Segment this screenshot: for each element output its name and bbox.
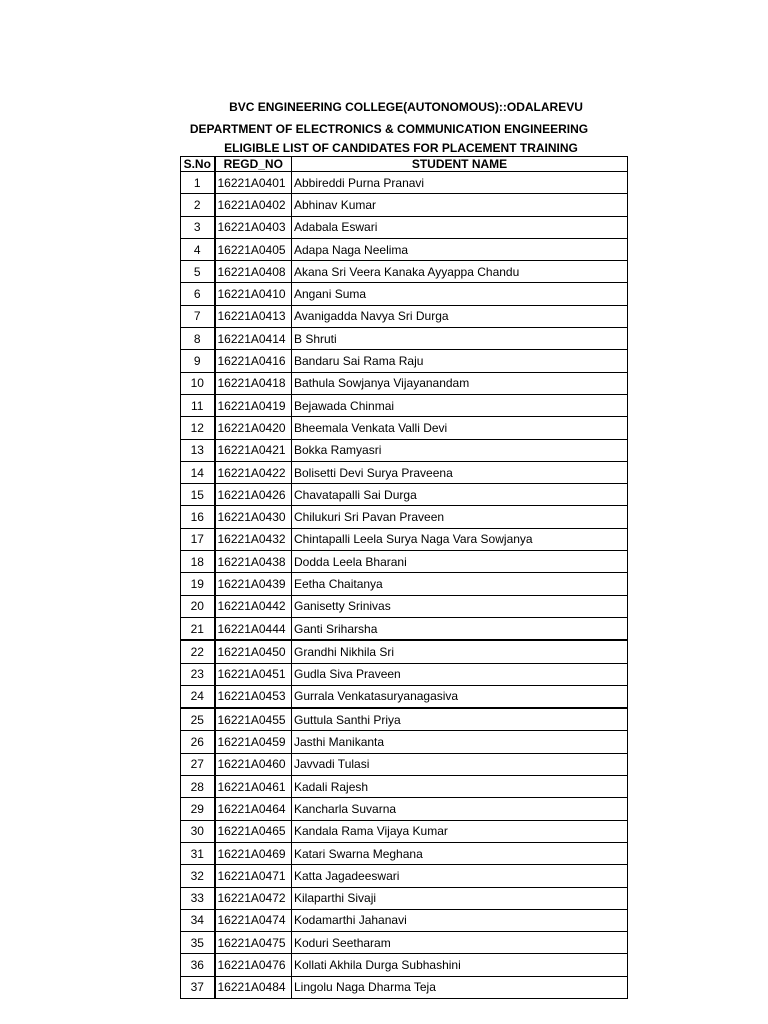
table-row xyxy=(181,484,628,506)
cell-sno: 15 xyxy=(181,484,215,506)
cell-sno: 31 xyxy=(181,842,215,864)
cell-student-name: Bheemala Venkata Valli Devi xyxy=(292,417,628,439)
cell-student-name: Akana Sri Veera Kanaka Ayyappa Chandu xyxy=(292,261,628,283)
table-row xyxy=(181,731,628,753)
table-row xyxy=(181,528,628,550)
table-row xyxy=(181,172,628,194)
table-row xyxy=(181,238,628,260)
table-row xyxy=(181,820,628,842)
column-header-regd-no: REGD_NO xyxy=(215,157,292,172)
cell-sno: 37 xyxy=(181,976,215,998)
cell-regd-no: 16221A0455 xyxy=(215,708,292,731)
cell-regd-no: 16221A0451 xyxy=(215,663,292,685)
cell-student-name: Javvadi Tulasi xyxy=(292,753,628,775)
cell-sno: 4 xyxy=(181,238,215,260)
cell-student-name: Bejawada Chinmai xyxy=(292,394,628,416)
college-name-heading: BVC ENGINEERING COLLEGE(AUTONOMOUS)::ODALAREVU xyxy=(229,100,583,114)
table-row xyxy=(181,506,628,528)
column-header-student-name: STUDENT NAME xyxy=(292,157,628,172)
table-body xyxy=(181,172,628,999)
table-row xyxy=(181,708,628,731)
cell-student-name: Adapa Naga Neelima xyxy=(292,238,628,260)
cell-student-name: Jasthi Manikanta xyxy=(292,731,628,753)
cell-student-name: Ganisetty Srinivas xyxy=(292,595,628,617)
table-row xyxy=(181,954,628,976)
cell-sno: 14 xyxy=(181,461,215,483)
cell-regd-no: 16221A0402 xyxy=(215,194,292,216)
list-title-heading: ELIGIBLE LIST OF CANDIDATES FOR PLACEMENT TRAINING xyxy=(224,141,578,155)
cell-student-name: Gudla Siva Praveen xyxy=(292,663,628,685)
cell-regd-no: 16221A0408 xyxy=(215,261,292,283)
cell-student-name: Kodamarthi Jahanavi xyxy=(292,909,628,931)
cell-student-name: Kollati Akhila Durga Subhashini xyxy=(292,954,628,976)
cell-student-name: Bokka Ramyasri xyxy=(292,439,628,461)
table-row xyxy=(181,283,628,305)
table-row xyxy=(181,617,628,640)
cell-regd-no: 16221A0475 xyxy=(215,932,292,954)
cell-regd-no: 16221A0453 xyxy=(215,685,292,708)
candidates-table xyxy=(180,156,628,999)
cell-sno: 30 xyxy=(181,820,215,842)
cell-regd-no: 16221A0413 xyxy=(215,305,292,327)
cell-regd-no: 16221A0476 xyxy=(215,954,292,976)
table-row xyxy=(181,663,628,685)
table-row xyxy=(181,439,628,461)
cell-sno: 18 xyxy=(181,551,215,573)
department-heading: DEPARTMENT OF ELECTRONICS & COMMUNICATION ENGINEERING xyxy=(189,122,589,136)
cell-regd-no: 16221A0405 xyxy=(215,238,292,260)
table-row xyxy=(181,350,628,372)
cell-student-name: Chilukuri Sri Pavan Praveen xyxy=(292,506,628,528)
cell-student-name: Bolisetti Devi Surya Praveena xyxy=(292,461,628,483)
cell-sno: 8 xyxy=(181,328,215,350)
cell-student-name: Angani Suma xyxy=(292,283,628,305)
cell-regd-no: 16221A0426 xyxy=(215,484,292,506)
cell-student-name: Adabala Eswari xyxy=(292,216,628,238)
cell-sno: 34 xyxy=(181,909,215,931)
cell-regd-no: 16221A0438 xyxy=(215,551,292,573)
table-row xyxy=(181,798,628,820)
cell-student-name: Kadali Rajesh xyxy=(292,776,628,798)
cell-student-name: Kandala Rama Vijaya Kumar xyxy=(292,820,628,842)
cell-sno: 35 xyxy=(181,932,215,954)
table-row xyxy=(181,328,628,350)
table-row xyxy=(181,776,628,798)
cell-sno: 13 xyxy=(181,439,215,461)
table-row xyxy=(181,372,628,394)
cell-sno: 11 xyxy=(181,394,215,416)
cell-sno: 26 xyxy=(181,731,215,753)
cell-sno: 16 xyxy=(181,506,215,528)
cell-sno: 33 xyxy=(181,887,215,909)
cell-student-name: Gurrala Venkatasuryanagasiva xyxy=(292,685,628,708)
table-row xyxy=(181,753,628,775)
table-row xyxy=(181,976,628,998)
table-row xyxy=(181,640,628,663)
cell-student-name: Kancharla Suvarna xyxy=(292,798,628,820)
cell-sno: 20 xyxy=(181,595,215,617)
cell-sno: 25 xyxy=(181,708,215,731)
table-row xyxy=(181,461,628,483)
cell-sno: 29 xyxy=(181,798,215,820)
cell-sno: 1 xyxy=(181,172,215,194)
table-row xyxy=(181,551,628,573)
column-header-sno: S.No xyxy=(181,157,215,172)
table-header-row xyxy=(181,157,628,172)
cell-regd-no: 16221A0474 xyxy=(215,909,292,931)
table-row xyxy=(181,573,628,595)
cell-student-name: Grandhi Nikhila Sri xyxy=(292,640,628,663)
table-row xyxy=(181,932,628,954)
cell-student-name: Eetha Chaitanya xyxy=(292,573,628,595)
cell-regd-no: 16221A0410 xyxy=(215,283,292,305)
table-row xyxy=(181,394,628,416)
cell-sno: 12 xyxy=(181,417,215,439)
cell-regd-no: 16221A0461 xyxy=(215,776,292,798)
cell-regd-no: 16221A0472 xyxy=(215,887,292,909)
cell-sno: 6 xyxy=(181,283,215,305)
cell-regd-no: 16221A0439 xyxy=(215,573,292,595)
cell-regd-no: 16221A0430 xyxy=(215,506,292,528)
cell-regd-no: 16221A0416 xyxy=(215,350,292,372)
cell-regd-no: 16221A0444 xyxy=(215,617,292,640)
table-row xyxy=(181,595,628,617)
table-row xyxy=(181,417,628,439)
cell-student-name: Katta Jagadeeswari xyxy=(292,865,628,887)
cell-sno: 19 xyxy=(181,573,215,595)
table-row xyxy=(181,887,628,909)
cell-regd-no: 16221A0420 xyxy=(215,417,292,439)
cell-regd-no: 16221A0414 xyxy=(215,328,292,350)
table-row xyxy=(181,685,628,708)
cell-student-name: Chintapalli Leela Surya Naga Vara Sowjanya xyxy=(292,528,628,550)
cell-student-name: Bathula Sowjanya Vijayanandam xyxy=(292,372,628,394)
cell-regd-no: 16221A0450 xyxy=(215,640,292,663)
cell-student-name: Dodda Leela Bharani xyxy=(292,551,628,573)
cell-sno: 2 xyxy=(181,194,215,216)
cell-student-name: Koduri Seetharam xyxy=(292,932,628,954)
cell-sno: 24 xyxy=(181,685,215,708)
cell-regd-no: 16221A0401 xyxy=(215,172,292,194)
cell-sno: 28 xyxy=(181,776,215,798)
table-row xyxy=(181,865,628,887)
cell-student-name: Guttula Santhi Priya xyxy=(292,708,628,731)
cell-student-name: Chavatapalli Sai Durga xyxy=(292,484,628,506)
cell-student-name: Avanigadda Navya Sri Durga xyxy=(292,305,628,327)
table-row xyxy=(181,261,628,283)
cell-student-name: Abbireddi Purna Pranavi xyxy=(292,172,628,194)
cell-regd-no: 16221A0465 xyxy=(215,820,292,842)
cell-student-name: Kilaparthi Sivaji xyxy=(292,887,628,909)
cell-sno: 36 xyxy=(181,954,215,976)
cell-regd-no: 16221A0464 xyxy=(215,798,292,820)
cell-sno: 9 xyxy=(181,350,215,372)
table-row xyxy=(181,194,628,216)
cell-sno: 17 xyxy=(181,528,215,550)
cell-regd-no: 16221A0419 xyxy=(215,394,292,416)
table-row xyxy=(181,216,628,238)
cell-regd-no: 16221A0484 xyxy=(215,976,292,998)
cell-sno: 3 xyxy=(181,216,215,238)
cell-regd-no: 16221A0459 xyxy=(215,731,292,753)
cell-student-name: Lingolu Naga Dharma Teja xyxy=(292,976,628,998)
cell-student-name: Abhinav Kumar xyxy=(292,194,628,216)
cell-regd-no: 16221A0422 xyxy=(215,461,292,483)
cell-regd-no: 16221A0403 xyxy=(215,216,292,238)
cell-sno: 23 xyxy=(181,663,215,685)
table-row xyxy=(181,842,628,864)
cell-regd-no: 16221A0469 xyxy=(215,842,292,864)
cell-sno: 32 xyxy=(181,865,215,887)
cell-sno: 27 xyxy=(181,753,215,775)
table-row xyxy=(181,305,628,327)
cell-student-name: Ganti Sriharsha xyxy=(292,617,628,640)
cell-regd-no: 16221A0460 xyxy=(215,753,292,775)
cell-regd-no: 16221A0471 xyxy=(215,865,292,887)
cell-regd-no: 16221A0421 xyxy=(215,439,292,461)
cell-sno: 10 xyxy=(181,372,215,394)
cell-regd-no: 16221A0418 xyxy=(215,372,292,394)
cell-regd-no: 16221A0442 xyxy=(215,595,292,617)
cell-sno: 5 xyxy=(181,261,215,283)
cell-sno: 21 xyxy=(181,617,215,640)
cell-sno: 7 xyxy=(181,305,215,327)
cell-regd-no: 16221A0432 xyxy=(215,528,292,550)
cell-student-name: Katari Swarna Meghana xyxy=(292,842,628,864)
cell-sno: 22 xyxy=(181,640,215,663)
table-row xyxy=(181,909,628,931)
cell-student-name: B Shruti xyxy=(292,328,628,350)
cell-student-name: Bandaru Sai Rama Raju xyxy=(292,350,628,372)
